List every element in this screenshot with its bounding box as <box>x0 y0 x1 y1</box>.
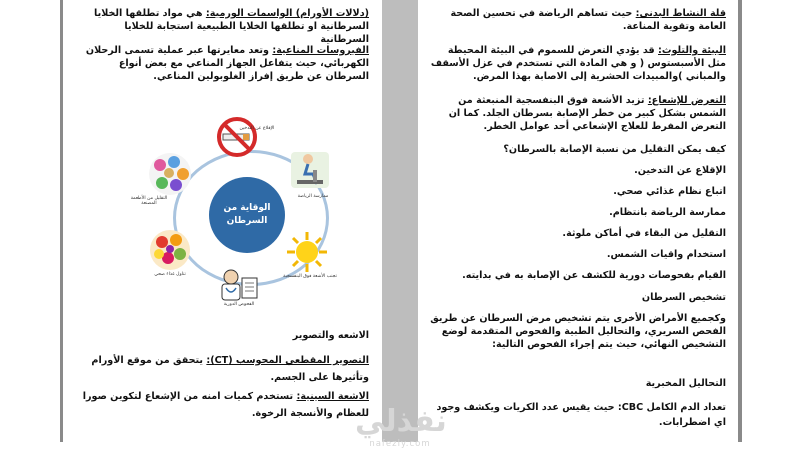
caption-right-bottom: تجنب الأشعة فوق البنفسجية <box>283 274 337 279</box>
left-page <box>63 0 382 442</box>
radiation-paragraph <box>428 94 726 133</box>
prevention-hub-label: الوقاية من السرطان <box>223 203 271 226</box>
lab-tests-heading: التحاليل المخبرية <box>645 378 726 389</box>
page-separator-middle <box>382 0 418 442</box>
xray-text: تستخدم كميات امنه من الإشعاع لتكوين صورا للعظام والأنسجة الرخوة. <box>82 391 369 419</box>
physical-activity-title: قلة النشاط البدني: <box>635 8 726 19</box>
environment-paragraph <box>428 44 726 83</box>
radiation-text: تزيد الأشعة فوق البنفسجية المنبعثة من الشمس بشكل كبير من خطر الإصابة بسرطان الجلد. كما ان التعرض المفرط للعلاج الإشعاعي أحد عوامل الخطر. <box>448 95 726 132</box>
imaging-heading: الاشعه والتصوير <box>292 330 369 341</box>
list-item: التقليل من البقاء في أماكن ملوثة. <box>562 228 726 239</box>
list-item: الإقلاع عن التدخين. <box>634 165 726 176</box>
prevention-list <box>428 164 726 290</box>
diagnosis-paragraph: وكجميع الأمراض الأخرى يتم تشخيص مرض السرطان عن طريق الفحص السريري، والتحاليل الطبية والفحوص المتقدمة لوضع التشخيص النهائي، حيث يتم إجراء الفحوص التالية: <box>430 313 726 350</box>
processed-foods-icon <box>147 152 193 196</box>
prevention-hub <box>209 177 285 253</box>
physical-activity-text: حيث تساهم الرياضة في تحسين الصحة العامة وتقوية المناعة. <box>450 8 726 32</box>
immunoglobulin-title: الفيروسات المناعية: <box>272 45 369 56</box>
environment-title: البيئة والتلوث: <box>658 45 726 56</box>
prevention-diagram <box>63 0 382 310</box>
right-page <box>418 0 738 442</box>
immunoglobulin-text: وتعد معايرتها عبر عملية تسمى الرحلان الكهربائي، حيث يتفاعل الجهاز المناعي مع بعض أنواع السرطان عن طريق إفراز الغلوبولين المناعي. <box>85 45 369 82</box>
prevention-question: كيف يمكن التقليل من نسبة الإصابة بالسرطان؟ <box>503 144 726 155</box>
fruits-vegetables-icon <box>148 228 192 272</box>
ct-paragraph <box>77 352 369 386</box>
caption-bottom: الفحوص الدورية <box>223 302 255 307</box>
doctor-checkup-icon <box>215 268 261 304</box>
cbc-paragraph <box>428 400 726 430</box>
exercise-bike-icon <box>289 150 331 190</box>
sun-icon <box>285 230 329 274</box>
site-watermark <box>355 405 445 449</box>
xray-paragraph <box>77 388 369 422</box>
physical-activity-paragraph <box>428 7 726 33</box>
environment-text: قد يؤدي التعرض للسموم في البيئة المحيطة مثل الأسبستوس ( و هي المادة التي تستخدم في عزل الأسقف والمباني )والمبيدات الحشرية إلى الاصابة بهذا المرض. <box>430 45 726 82</box>
ct-title: التصوير المقطعي المحوسب (CT): <box>206 355 369 366</box>
caption-top: الإقلاع عن التدخين <box>239 126 275 131</box>
list-item: استخدام واقيات الشمس. <box>606 249 726 260</box>
list-item: القيام بفحوصات دورية للكشف عن الإصابة به في بدايته. <box>462 270 726 281</box>
caption-right-top: ممارسة الرياضة <box>297 194 329 199</box>
ct-text: يتحقق من موقع الأورام وتأثيرها على الجسم. <box>91 355 369 383</box>
radiation-title: التعرض للإشعاع: <box>647 95 726 106</box>
tumor-markers-text: هي مواد تطلقها الخلايا السرطانية او تطلقها الخلايا الطبيعية استجابة للخلايا السرطانية <box>93 8 369 45</box>
cbc-text: حيث يقيس عدد الكريات ويكشف وجود اي اضطرابات. <box>436 402 726 428</box>
diagnosis-heading: تشخيص السرطان <box>641 292 726 303</box>
tumor-markers-title: (دلالات الأورام) الواسمات الورمية: <box>205 8 369 19</box>
caption-left-top: التقليل من الأطعمة المصنعة <box>130 196 168 206</box>
list-item: ممارسة الرياضة بانتظام. <box>609 207 726 218</box>
watermark-arabic: نفذلي <box>355 404 447 439</box>
caption-left-bottom: تناول غذاء صحي <box>154 272 186 277</box>
cbc-title: تعداد الدم الكامل CBC: <box>617 402 726 413</box>
watermark-latin: nafezly.com <box>369 439 431 449</box>
page-separator-right <box>738 0 742 442</box>
no-smoking-icon <box>213 116 261 158</box>
xray-title: الاشعة السينية: <box>296 391 369 402</box>
list-item: اتباع نظام غذائي صحي. <box>613 186 726 197</box>
